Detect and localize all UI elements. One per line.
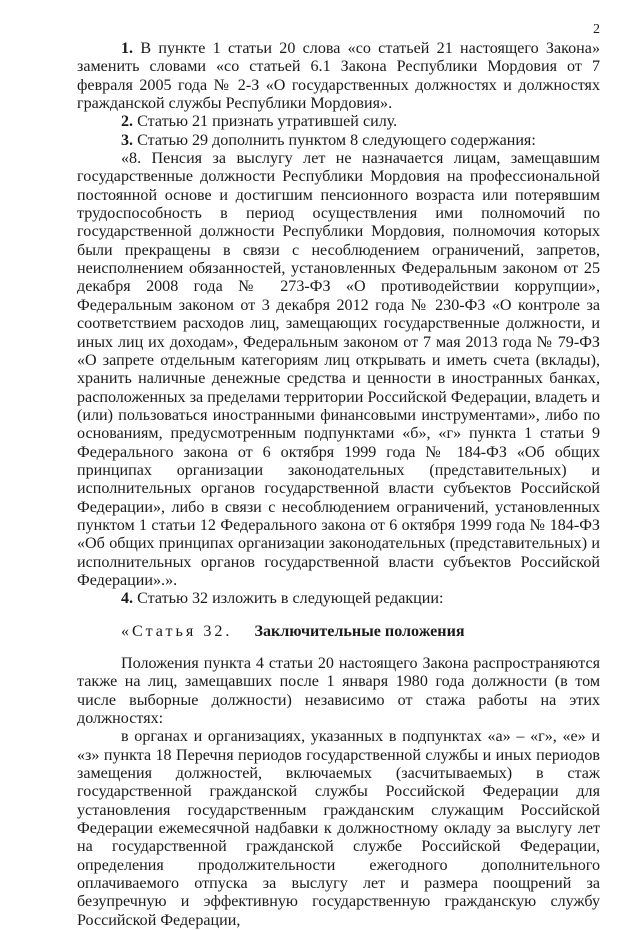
tail-paragraph-2: в органах и организациях, указанных в подпунктах «а» – «г», «е» и «з» пункта 18 Перечня периодов государственной службы и иных периодов замещения должностей, включаемых (засчитываемых) в стаж государственной гражданской службы Российской Федерации для установления государственным гражданским служащим Российской Федерации ежемесячной надбавки к должностному окладу за выслугу лет на государственной гражданской службе Российской Федерации, определения продолжительности ежегодного дополнительного оплачиваемого отпуска за выслугу лет и размера поощрений за безупречную и эффективную государственную гражданскую службу Российской Федерации, — [77, 728, 600, 929]
paragraph-2 — [77, 113, 600, 131]
paragraph-text: Статью 21 признать утратившей силу. — [133, 113, 398, 131]
tail-paragraph-1: Положения пункта 4 статьи 20 настоящего Закона распространяются также на лиц, замещавших после 1 января 1980 года должности (в том числе выборные должности) независимо от стажа работы на этих должностях: — [77, 655, 600, 728]
quoted-point-8: «8. Пенсия за выслугу лет не назначается лицам, замещавшим государственные должности Республики Мордовия на профессиональной постоянной основе и достигшим пенсионного возраста или потерявшим трудоспособность в период осуществления ими полномочий по государственной должности Республики Мордовия, полномочия которых были прекращены в связи с несоблюдением ограничений, запретов, неисполнением обязанностей, установленных Федеральным законом от 25 декабря 2008 года № 273-ФЗ «О противодействии коррупции», Федеральным законом от 3 декабря 2012 года № 230-ФЗ «О контроле за соответствием расходов лиц, замещающих государственные должности, и иных лиц их доходам», Федеральным законом от 7 мая 2013 года № 79-ФЗ «О запрете отдельным категориям лиц открывать и иметь счета (вклады), хранить наличные денежные средства и ценности в иностранных банках, расположенных за пределами территории Российской Федерации, владеть и (или) пользоваться иностранными финансовыми инструментами», либо по основаниям, предусмотренным подпунктами «б», «г» пункта 1 статьи 9 Федерального закона от 6 октября 1999 года № 184-ФЗ «Об общих принципах организации законодательных (представительных) и исполнительных органов государственной власти субъектов Российской Федерации», либо в связи с несоблюдением ограничений, установленных пунктом 1 статьи 12 Федерального закона от 6 октября 1999 года № 184-ФЗ «Об общих принципах организации законодательных (представительных) и исполнительных органов государственной власти субъектов Российской Федерации».». — [77, 150, 600, 589]
article-prefix: «Статья 32. — [121, 622, 233, 640]
paragraph-1 — [77, 40, 600, 113]
paragraph-text: Статью 29 дополнить пунктом 8 следующего содержания: — [133, 131, 536, 149]
paragraph-4 — [77, 590, 600, 608]
paragraph-text: Статью 32 изложить в следующей редакции: — [133, 590, 444, 608]
article-heading — [77, 623, 600, 641]
item-number: 1. — [121, 40, 134, 57]
document-body — [77, 40, 600, 930]
paragraph-text: В пункте 1 статьи 20 слова «со статьей 21 настоящего Закона» заменить словами «со статьей 6.1 Закона Республики Мордовия от 7 февраля 2005 года № 2-З «О государственных должностях и должностях гражданской службы Республики Мордовия». — [77, 40, 600, 113]
article-title: Заключительные положения — [254, 622, 465, 640]
item-number: 3. — [121, 131, 134, 149]
item-number: 4. — [121, 590, 134, 608]
page-number: 2 — [593, 22, 600, 37]
paragraph-3 — [77, 132, 600, 150]
item-number: 2. — [121, 113, 134, 131]
